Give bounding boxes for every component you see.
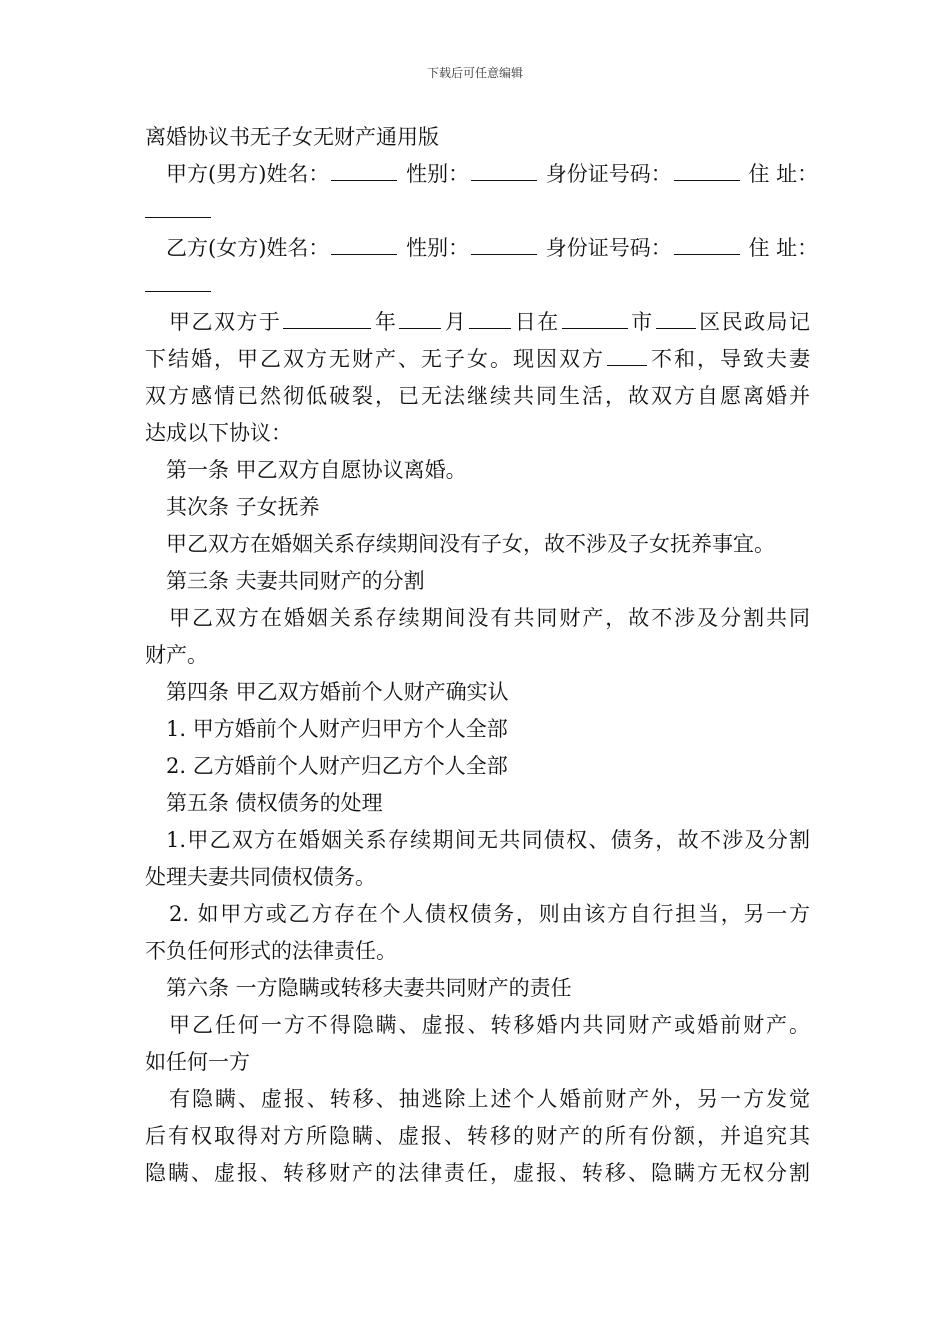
article-6-body-4: 后有权取得对方所隐瞒、虚报、转移的财产的所有份额，并追究其 (145, 1124, 810, 1148)
article-5-item-1-line-2: 处理夫妻共同债权债务。 (145, 865, 376, 889)
article-6-body-5: 隐瞒、虚报、转移财产的法律责任，虚报、转移、隐瞒方无权分割 (145, 1161, 810, 1185)
intro-line-1 (145, 304, 810, 341)
party-b-gender-blank[interactable] (471, 232, 537, 255)
article-3-body-1: 甲乙双方在婚姻关系存续期间没有共同财产，故不涉及分割共同 (169, 606, 810, 630)
article-6-title: 第六条 一方隐瞒或转移夫妻共同财产的责任 (166, 976, 572, 1000)
city-blank[interactable] (562, 306, 628, 329)
party-a-address-line (145, 193, 810, 230)
article-4-title: 第四条 甲乙双方婚前个人财产确实认 (166, 680, 509, 704)
party-b-id-blank[interactable] (674, 232, 740, 255)
party-a-info-line (145, 156, 819, 193)
article-5-item-2-line-2: 不负任何形式的法律责任。 (145, 939, 397, 963)
intro-text: 下结婚，甲乙双方无财产、无子女。现因双方 (145, 347, 605, 371)
article-5-title: 第五条 债权债务的处理 (166, 791, 383, 815)
article-2-title: 其次条 子女抚养 (166, 495, 320, 519)
article-6-body-1: 甲乙任何一方不得隐瞒、虚报、转移婚内共同财产或婚前财产。 (169, 1013, 810, 1037)
party-b-address-label: 住 址： (748, 236, 819, 260)
party-b-name-label: 乙方(女方)姓名： (166, 236, 330, 260)
article-3-body-2: 财产。 (145, 643, 208, 667)
intro-text: 日在 (513, 310, 560, 334)
article-6-body-3: 有隐瞒、虚报、转移、抽逃除上述个人婚前财产外，另一方发觉 (169, 1087, 810, 1111)
month-blank[interactable] (399, 306, 441, 329)
reason-blank[interactable] (607, 343, 647, 366)
party-b-name-blank[interactable] (331, 232, 397, 255)
party-a-gender-blank[interactable] (471, 158, 537, 181)
district-blank[interactable] (656, 306, 696, 329)
party-a-address-blank[interactable] (145, 195, 211, 218)
intro-text: 区民政局记 (697, 310, 811, 334)
intro-text: 不和，导致夫妻 (649, 347, 810, 371)
party-b-address-blank[interactable] (145, 269, 211, 292)
document-body (145, 119, 819, 1192)
article-3-title: 第三条 夫妻共同财产的分割 (166, 569, 425, 593)
day-blank[interactable] (469, 306, 511, 329)
article-6-body-2: 如任何一方 (145, 1050, 250, 1074)
document-title: 离婚协议书无子女无财产通用版 (145, 125, 439, 149)
page-header: 下载后可任意编辑 (426, 66, 523, 80)
party-a-name-label: 甲方(男方)姓名： (166, 162, 330, 186)
article-5-item-2-line-1: 2. 如甲方或乙方存在个人债权债务，则由该方自行担当，另一方 (169, 902, 810, 926)
intro-text: 甲乙双方于 (169, 310, 282, 334)
intro-text: 市 (629, 310, 654, 334)
party-b-address-line (145, 267, 810, 304)
article-5-item-1-line-1: 1.甲乙双方在婚姻关系存续期间无共同债权、债务，故不涉及分割 (166, 828, 810, 852)
intro-line-3: 双方感情已然彻低破裂，已无法继续共同生活，故双方自愿离婚并 (145, 384, 810, 408)
party-b-info-line (145, 230, 819, 267)
intro-line-2 (145, 341, 810, 378)
party-a-gender-label: 性别： (406, 162, 470, 186)
party-a-id-label: 身份证号码： (545, 162, 672, 186)
party-a-address-label: 住 址： (748, 162, 819, 186)
year-blank[interactable] (283, 306, 371, 329)
intro-line-4: 达成以下协议： (145, 421, 292, 445)
article-4-item-1: 1. 甲方婚前个人财产归甲方个人全部 (166, 717, 508, 741)
article-1: 第一条 甲乙双方自愿协议离婚。 (166, 458, 467, 482)
article-4-item-2: 2. 乙方婚前个人财产归乙方个人全部 (166, 754, 508, 778)
intro-text: 年 (373, 310, 398, 334)
intro-text: 月 (443, 310, 468, 334)
party-a-id-blank[interactable] (674, 158, 740, 181)
article-2-body: 甲乙双方在婚姻关系存续期间没有子女，故不涉及子女抚养事宜。 (166, 532, 775, 556)
party-b-gender-label: 性别： (406, 236, 470, 260)
party-b-id-label: 身份证号码： (545, 236, 672, 260)
party-a-name-blank[interactable] (331, 158, 397, 181)
